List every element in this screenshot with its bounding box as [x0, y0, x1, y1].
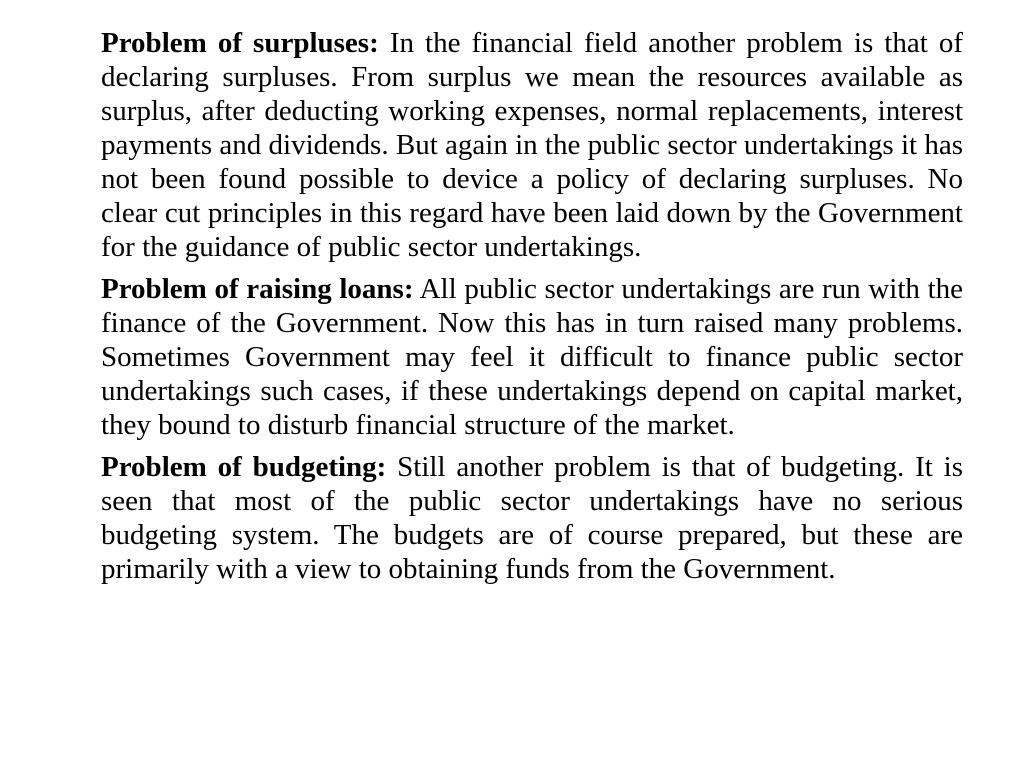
paragraph-budgeting	[101, 450, 963, 586]
paragraph-heading: Problem of surpluses:	[101, 27, 379, 59]
paragraph-text: All public sector undertakings are run with the finance of the Government. Now this has in turn raised many problems. Sometimes Government may feel it difficult to finance public sector undertakings such cases, if these undertakings depend on capital market, they bound to disturb financial structure of the market.	[101, 273, 964, 441]
paragraph-text: In the financial field another problem is that of declaring surpluses. From surplus we mean the resources available as surplus, after deducting working expenses, normal replacements, interest payments and dividends. But again in the public sector undertakings it has not been found possible to device a policy of declaring surpluses. No clear cut principles in this regard have been laid down by the Government for the guidance of public sector undertakings.	[101, 27, 964, 263]
paragraph-text: Still another problem is that of budgeting. It is seen that most of the public sector undertakings have no serious budgeting system. The budgets are of course prepared, but these are primarily with a view to obtaining funds from the Government.	[101, 451, 963, 585]
paragraph-heading: Problem of budgeting:	[101, 451, 387, 483]
paragraph-surpluses	[101, 26, 963, 264]
paragraph-heading: Problem of raising loans:	[101, 273, 414, 305]
text-body	[101, 26, 963, 594]
paragraph-raising-loans	[101, 272, 963, 442]
